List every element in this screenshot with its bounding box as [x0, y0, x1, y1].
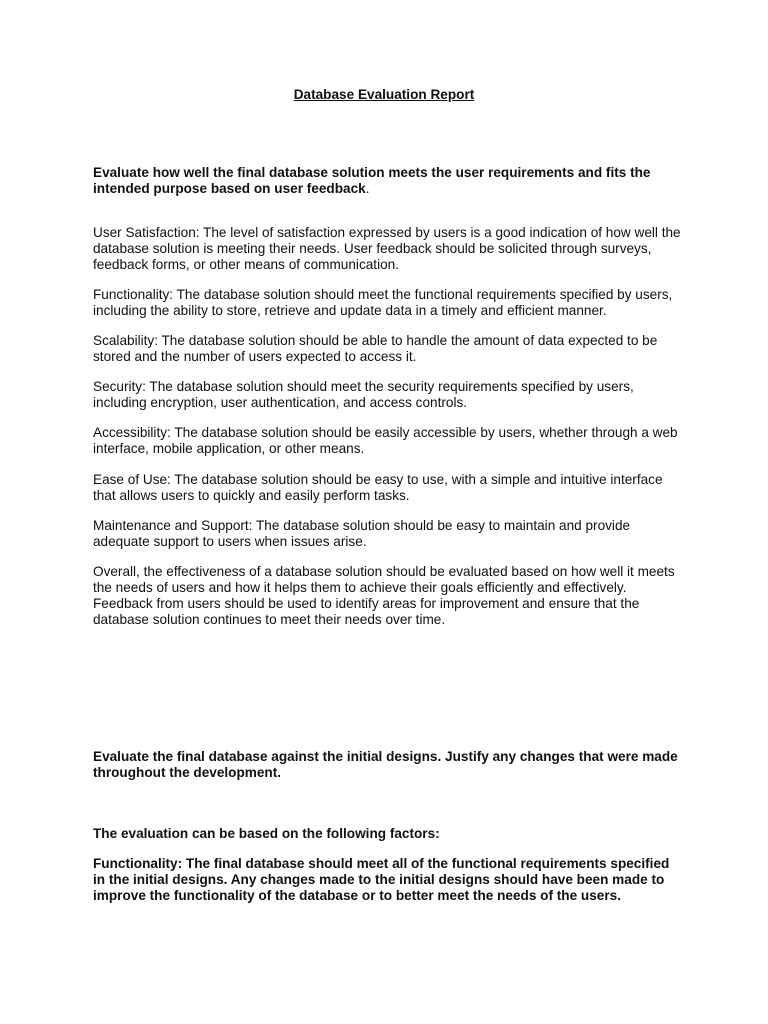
paragraph-functionality: Functionality: The database solution should meet the functional requirements specified by users, including the ability to store, retrieve and update data in a timely and efficient manner. — [93, 287, 673, 318]
section1-heading-text: Evaluate how well the final database solution meets the user requirements and fits the intended purpose based on user feedback — [93, 165, 651, 196]
paragraph-security: Security: The database solution should meet the security requirements specified by users, including encryption, user authentication, and access controls. — [93, 379, 634, 410]
paragraph-maintenance-support: Maintenance and Support: The database solution should be easy to maintain and provide adequate support to users when issues arise. — [93, 518, 631, 549]
paragraph-functionality-evaluation: Functionality: The final database should meet all of the functional requirements specified in the initial designs. Any changes made to the initial designs should have been made to improve the functionality of the database or to better meet the needs of the users. — [93, 856, 670, 903]
section1-heading — [93, 165, 683, 197]
section2-intro: The evaluation can be based on the following factors: — [93, 826, 440, 841]
section2-heading: Evaluate the final database against the initial designs. Justify any changes that were made throughout the development. — [93, 749, 678, 780]
paragraph-ease-of-use: Ease of Use: The database solution should be easy to use, with a simple and intuitive interface that allows users to quickly and easily perform tasks. — [93, 472, 663, 503]
section1-heading-period: . — [365, 181, 370, 196]
paragraph-user-satisfaction: User Satisfaction: The level of satisfaction expressed by users is a good indication of how well the database solution is meeting their needs. User feedback should be solicited through surveys, feedback forms, or other means of communication. — [93, 225, 681, 272]
page-title: Database Evaluation Report — [293, 87, 475, 102]
paragraph-accessibility: Accessibility: The database solution should be easily accessible by users, whether through a web interface, mobile application, or other means. — [93, 425, 678, 456]
paragraph-overall: Overall, the effectiveness of a database solution should be evaluated based on how well it meets the needs of users and how it helps them to achieve their goals efficiently and effectively. Feedback from users should be used to identify areas for improvement and ensure that the database solution continues to meet their needs over time. — [93, 564, 675, 627]
paragraph-scalability: Scalability: The database solution should be able to handle the amount of data expected to be stored and the number of users expected to access it. — [93, 333, 658, 364]
